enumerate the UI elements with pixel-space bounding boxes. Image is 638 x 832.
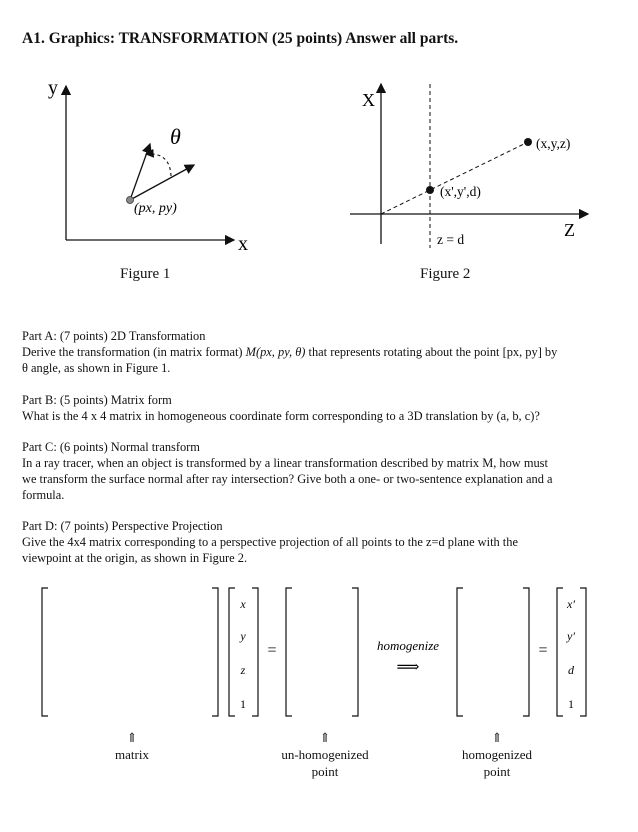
vector-in-x: x (240, 597, 246, 611)
vector-in-y: y (240, 629, 246, 643)
part-c-heading: Part C: (6 points) Normal transform (22, 440, 200, 454)
vector-out-left-bracket (557, 588, 563, 716)
theta-label: θ (170, 124, 181, 149)
part-a-line-2: θ angle, as shown in Figure 1. (22, 361, 171, 375)
part-c-line-1: In a ray tracer, when an object is transformed by a linear transformation described by matrix M, how must (22, 456, 548, 470)
part-d-heading: Part D: (7 points) Perspective Projection (22, 519, 223, 533)
matrix-right-bracket (212, 588, 218, 716)
homogenize-label: homogenize (376, 638, 440, 653)
figure-2-diagram (340, 78, 600, 258)
vector-in-right-bracket (252, 588, 258, 716)
part-a-heading: Part A: (7 points) 2D Transformation (22, 329, 206, 343)
initial-vector (130, 144, 150, 200)
homogenize-arrow: ⟹ (396, 659, 420, 676)
y-axis-label: y (48, 77, 58, 99)
plane-label: z = d (437, 232, 465, 247)
part-a (22, 328, 620, 376)
unhomog-up-arrow: ⇑ (319, 730, 331, 745)
part-b-heading: Part B: (5 points) Matrix form (22, 393, 172, 407)
pivot-point (127, 197, 134, 204)
part-c-line-2: we transform the surface normal after ray intersection? Give both a one- or two-sentence explanation and a (22, 472, 553, 486)
homog-up-arrow: ⇑ (491, 730, 503, 745)
projection-ray (381, 142, 528, 214)
vector-out-d: d (568, 663, 574, 677)
vector-out-right-bracket (580, 588, 586, 716)
matrix-label: matrix (115, 747, 149, 762)
equals-sign-1: = (267, 642, 277, 659)
rotated-vector (130, 165, 194, 200)
projected-point-label: (x',y',d) (440, 184, 481, 199)
unhomog-label-line-1: un-homogenized (281, 747, 369, 762)
far-point-label: (x,y,z) (536, 136, 571, 151)
point-label: (px, py) (134, 201, 177, 216)
unhomog-label-line-2: point (311, 764, 339, 779)
vector-out-y: y′ (567, 629, 575, 643)
projection-equation (0, 580, 638, 730)
part-b (22, 392, 620, 424)
vector-out-x: x′ (567, 597, 575, 611)
part-d-line-1: Give the 4x4 matrix corresponding to a perspective projection of all points to the z=d plane with the (22, 535, 518, 549)
z-axis-label: Z (564, 220, 575, 240)
unhomog-left-bracket (286, 588, 292, 716)
homog-label-line-1: homogenized (461, 747, 533, 762)
figure-2-caption: Figure 2 (420, 266, 471, 282)
far-point (524, 138, 532, 146)
homog-right-bracket (523, 588, 529, 716)
homog-label-line-2: point (483, 764, 511, 779)
projected-point (426, 186, 434, 194)
vector-out-w: 1 (568, 697, 574, 711)
matrix-up-arrow: ⇑ (126, 730, 138, 745)
rotation-arc (146, 154, 171, 176)
vector-in-w: 1 (240, 697, 246, 711)
homog-left-bracket (457, 588, 463, 716)
equals-sign-2: = (538, 642, 548, 659)
part-a-line-1: Derive the transformation (in matrix format) M(px, py, θ) that represents rotating about the point [px, py] by (22, 345, 558, 359)
figure-1-caption: Figure 1 (120, 266, 171, 282)
vector-in-left-bracket (229, 588, 235, 716)
figure-1-diagram (40, 72, 260, 262)
part-d (22, 518, 620, 566)
x-axis-label: X (362, 90, 375, 110)
unhomog-right-bracket (352, 588, 358, 716)
x-axis-label: x (238, 233, 248, 255)
part-d-line-2: viewpoint at the origin, as shown in Figure 2. (22, 551, 248, 565)
part-a-math: M(px, py, θ) (245, 345, 306, 359)
part-b-text: What is the 4 x 4 matrix in homogeneous coordinate form corresponding to a 3D translation by (a, b, c)? (22, 409, 540, 423)
part-c (22, 439, 620, 503)
vector-in-z: z (240, 663, 246, 677)
part-c-line-3: formula. (22, 488, 65, 502)
matrix-left-bracket (42, 588, 48, 716)
page-title: A1. Graphics: TRANSFORMATION (25 points) Answer all parts. (22, 30, 459, 47)
